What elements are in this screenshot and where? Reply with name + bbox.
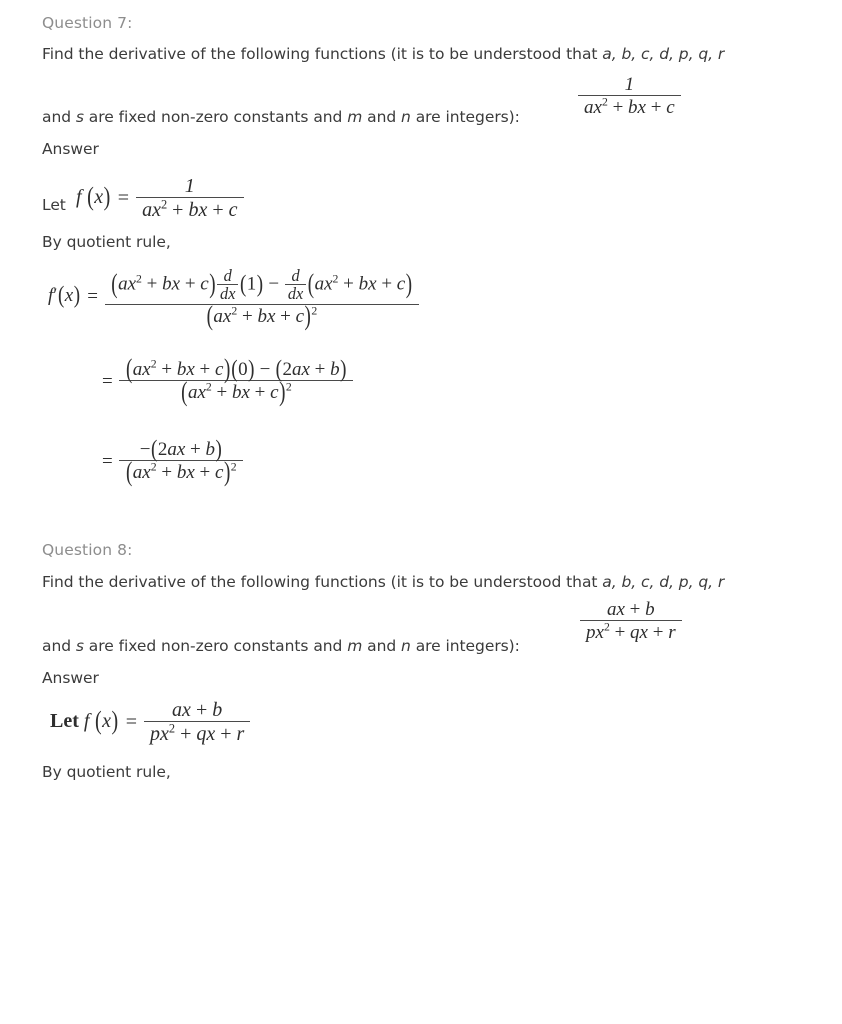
fraction-denominator: $px^2$ + qx + r (149, 721, 245, 745)
question-8-function-fraction (580, 600, 682, 642)
fraction-numerator: 1 (578, 75, 681, 96)
question-8-prompt-line-1 (42, 573, 724, 591)
question-7-let-label: Let (42, 196, 66, 214)
fraction (119, 435, 242, 488)
prompt-text-c: and (362, 637, 402, 655)
prompt-var-m: m (347, 108, 363, 126)
question-7-prompt-line-2 (42, 108, 520, 126)
prompt-var-s: s (75, 108, 84, 126)
question-8-let-equation (50, 700, 250, 744)
fraction-numerator: ($ax^2$ + bx + c) $\frac{d}{dx}$ (1) − $\frac{d}{dx}$ ($ax^2$ + bx + c) (105, 268, 419, 305)
step-lhs: = (102, 370, 113, 392)
fraction-numerator: ($ax^2$ + bx + c)(0) − (2ax + b) (119, 360, 352, 381)
prompt-text-b: are fixed non-zero constants and (83, 108, 348, 126)
prompt-var-m: m (347, 637, 363, 655)
d-dx-operator: $\frac{d}{dx}$ (217, 268, 238, 303)
prompt-text-d: are integers): (410, 637, 520, 655)
question-7-derivation-step-3 (100, 435, 243, 488)
prompt-text: Find the derivative of the following functions (it is to be understood that (42, 45, 603, 63)
fraction (578, 75, 681, 117)
d-dx-operator: $\frac{d}{dx}$ (285, 268, 306, 303)
fraction-denominator: ($ax^2$ + bx + c)$^2$ (206, 300, 318, 332)
fraction-denominator: ($ax^2$ + bx + c)$^2$ (125, 457, 237, 488)
prompt-text-b: are fixed non-zero constants and (83, 637, 348, 655)
fraction (136, 176, 243, 220)
prompt-text-c: and (362, 108, 402, 126)
question-8-answer-label: Answer (42, 669, 99, 687)
prompt-variables: a, b, c, d, p, q, r (602, 45, 725, 63)
prompt-var-n: n (401, 108, 411, 126)
question-8-quotient-rule-label: By quotient rule, (42, 763, 171, 781)
question-7-let-equation (76, 176, 244, 220)
question-7-prompt-line-1 (42, 45, 724, 63)
fraction-numerator: ax + b (144, 700, 250, 722)
fraction (105, 266, 419, 332)
fraction (144, 700, 250, 744)
fraction (119, 354, 352, 408)
function-notation: f (x) = (76, 182, 130, 211)
prompt-text-d: are integers): (410, 108, 520, 126)
fraction-denominator: $ax^2$ + bx + c (584, 95, 675, 118)
step-lhs: f′(x) = (48, 282, 98, 310)
step-lhs: = (102, 450, 113, 472)
question-7-heading: Question 7: (42, 14, 133, 32)
fraction-denominator: $px^2$ + qx + r (586, 620, 676, 643)
fraction-numerator: 1 (136, 176, 243, 198)
prompt-var-n: n (401, 637, 411, 655)
fraction-numerator: ax + b (580, 600, 682, 621)
question-7-function-fraction (578, 75, 681, 117)
prompt-text-a: and (42, 108, 76, 126)
question-8-heading: Question 8: (42, 541, 133, 559)
question-7-derivation-step-1 (48, 266, 419, 332)
function-notation: Let f (x) = (50, 706, 137, 735)
fraction-numerator: −(2ax + b) (119, 440, 242, 461)
prompt-text: Find the derivative of the following functions (it is to be understood that (42, 573, 603, 591)
fraction-denominator: $ax^2$ + bx + c (142, 197, 238, 221)
prompt-text-a: and (42, 637, 76, 655)
question-8-prompt-line-2 (42, 637, 520, 655)
fraction (580, 600, 682, 642)
prompt-variables: a, b, c, d, p, q, r (602, 573, 725, 591)
fraction-denominator: ($ax^2$ + bx + c)$^2$ (181, 377, 292, 408)
question-7-answer-label: Answer (42, 140, 99, 158)
question-7-derivation-step-2 (100, 354, 353, 408)
prompt-var-s: s (75, 637, 84, 655)
question-7-quotient-rule-label: By quotient rule, (42, 233, 171, 251)
